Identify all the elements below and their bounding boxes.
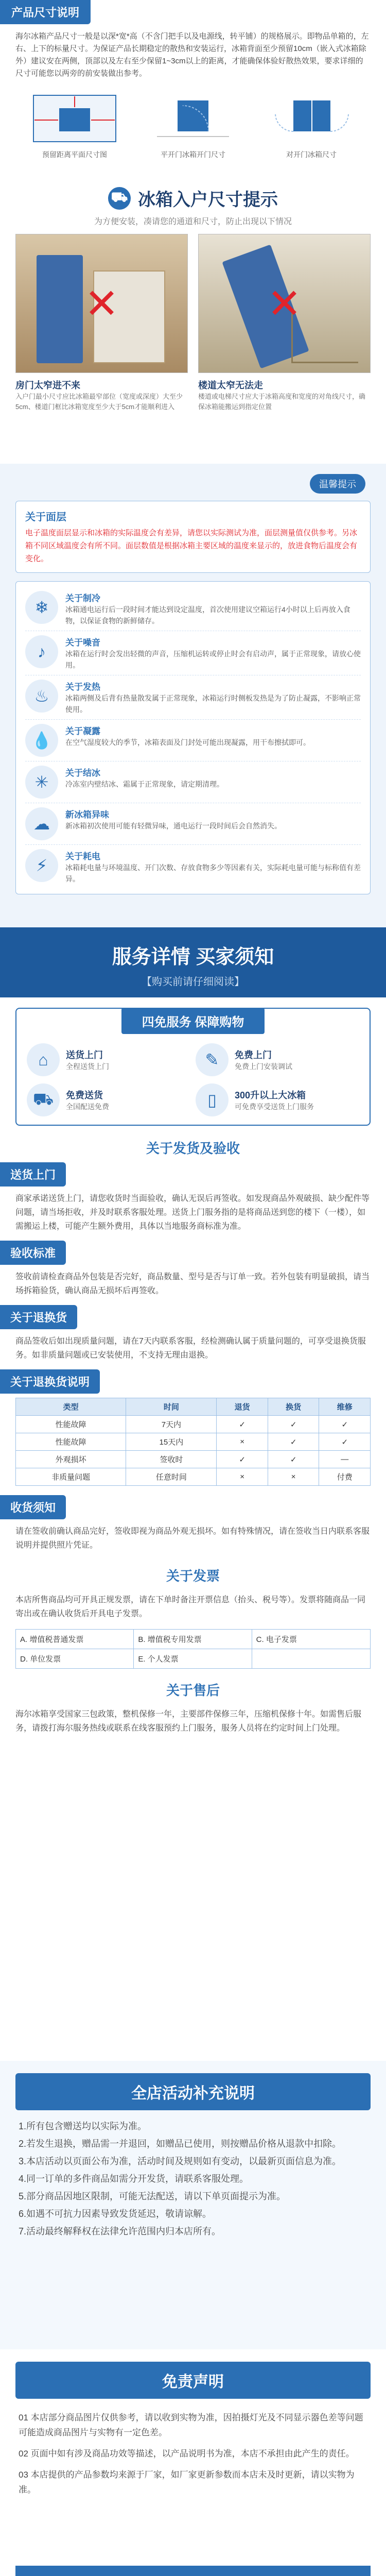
guarantee-title: 300升以上大冰箱 [235, 1090, 306, 1100]
entry-heading-text: 冰箱入户尺寸提示 [138, 190, 278, 210]
invoice-option: C. 电子发票 [252, 1630, 370, 1649]
diagram-caption-3: 对开门冰箱尺寸 [286, 150, 337, 159]
table-cell: ✓ [217, 1416, 268, 1433]
table-header-row [16, 1398, 371, 1416]
diagram-clearance [23, 90, 126, 160]
size-diagrams [0, 86, 386, 160]
invoice-option: B. 增值税专用发票 [134, 1630, 252, 1649]
deliver-text: 商家承诺送货上门，请您收货时当面验收，确认无误后再签收。如发现商品外观破损、缺少配件等问题，请当场拒收，并及时联系客服处理。送货上门服务指的是将商品送到您的楼下（一楼），如需搬运上楼，可能产生额外费用，具体以当地服务商标准为准。 [15, 1194, 370, 1231]
policy-text: 请在签收前确认商品完好，签收即视为商品外观无损坏。如有特殊情况，请在签收当日内联系客服说明并提供照片凭证。 [15, 1527, 370, 1550]
tip-item [25, 720, 361, 761]
tips-block1 [15, 501, 371, 573]
promo-title-text: 全店活动补充说明 [131, 2085, 255, 2102]
disclaimer-title: 免责声明 [162, 2374, 224, 2391]
tip-text: 冰箱在运行时会发出轻微的声音，压缩机运转或停止时会有启动声，属于正常现象，请放心使用。 [65, 650, 361, 669]
table-header-cell: 类型 [16, 1398, 126, 1416]
table-cell: × [268, 1468, 319, 1486]
truck-icon: ⛟ [108, 187, 131, 210]
list-item: 7.活动最终解释权在法律允许范围内归本店所有。 [19, 2226, 221, 2236]
tip-item [25, 845, 361, 889]
tip-text: 在空气湿度较大的季节，冰箱表面及门封处可能出现凝露，用干布擦拭即可。 [65, 738, 310, 747]
wrench-icon: ✎ [196, 1043, 229, 1076]
tip-text: 冰箱通电运行后一段时间才能达到设定温度，首次使用建议空箱运行4小时以上后再放入食物，以保证食物的新鲜储存。 [65, 605, 350, 625]
guarantee-item [196, 1083, 359, 1116]
table-cell: × [217, 1433, 268, 1451]
tip-text: 冰箱耗电量与环境温度、开门次数、存放食物多少等因素有关，实际耗电量可能与标称值有差异。 [65, 863, 361, 883]
door-photo [15, 234, 188, 373]
invoice-text: 本店所售商品均可开具正规发票，请在下单时备注开票信息（抬头、税号等）。发票将随商品一同寄出或在确认收货后开具电子发票。 [15, 1596, 366, 1618]
service-subtitle: 【购买前请仔细阅读】 [142, 976, 244, 988]
tip-text: 新冰箱初次使用可能有轻微异味，通电运行一段时间后会自然消失。 [65, 822, 282, 830]
guarantee-box [15, 1008, 371, 1126]
list-item: 4.同一订单的多件商品如需分开发货，请联系客服处理。 [19, 2174, 249, 2184]
table-cell: 15天内 [126, 1433, 217, 1451]
policy-tag: 收货须知 [0, 1495, 66, 1519]
stairs-photo [198, 234, 371, 373]
tip-item [25, 587, 361, 631]
stairs-caption-title: 楼道太窄无法走 [198, 380, 263, 391]
delivery-head: 关于发货及验收 [146, 1141, 240, 1156]
invoice-options [15, 1629, 371, 1669]
list-item: 1.所有包含赠送均以实际为准。 [19, 2121, 147, 2131]
disclaimer-item: 02 页面中如有涉及商品功效等描述，以产品说明书为准，本店不承担由此产生的责任。 [19, 2449, 355, 2459]
table-cell: 签收时 [126, 1451, 217, 1468]
return-tag: 关于退换货 [0, 1305, 77, 1329]
entry-card-door [15, 234, 188, 412]
tip-title: 新冰箱异味 [65, 810, 109, 820]
table-cell: 任意时间 [126, 1468, 217, 1486]
table-cell: — [319, 1451, 371, 1468]
diagram-double-door [260, 90, 363, 160]
entry-note: 为方便安装，凑请您的通道和尺寸，防止出现以下情况 [94, 217, 292, 226]
disclaimer-item: 01 本店部分商品图片仅供参考，请以收到实物为准，因拍摄灯光及不同显示器色差等问题可能造成商品图片与实物有一定色差。 [19, 2413, 363, 2437]
disclaimer-title-bar [15, 2362, 371, 2399]
tips-section [0, 464, 386, 927]
aftersale-head: 关于售后 [166, 1683, 220, 1698]
table-cell: ✓ [268, 1433, 319, 1451]
cross-mark-icon: ✕ [84, 280, 119, 327]
invoice-option: A. 增值税普通发票 [16, 1630, 134, 1649]
droplet-icon: 💧 [25, 724, 58, 757]
entry-section [0, 175, 386, 464]
guarantee-title: 免费上门 [235, 1050, 272, 1060]
table-cell: ✓ [319, 1416, 371, 1433]
entry-card-stairs [198, 234, 371, 412]
double-door-diagram-icon [265, 90, 358, 147]
home-delivery-icon: ⌂ [27, 1043, 60, 1076]
service-section [0, 927, 386, 2061]
list-item: 2.若发生退换，赠品需一并退回，如赠品已使用，则按赠品价格从退款中扣除。 [19, 2139, 342, 2149]
diagram-single-door [142, 90, 244, 160]
guarantee-desc: 全程送货上门 [66, 1062, 109, 1071]
odor-icon: ☁ [25, 807, 58, 840]
table-tag: 关于退换货说明 [0, 1369, 100, 1394]
table-cell: ✓ [319, 1433, 371, 1451]
table-cell: 非质量问题 [16, 1468, 126, 1486]
inspect-text: 签收前请检查商品外包装是否完好，商品数量、型号是否与订单一致。若外包装有明显破损，请当场拆箱验货，确认商品无损坏后再签收。 [15, 1273, 370, 1295]
table-row [16, 1416, 371, 1433]
table-cell: ✓ [268, 1416, 319, 1433]
guarantee-head: 四免服务 保障购物 [121, 1008, 265, 1034]
list-item: 6.如遇不可抗力因素导致发货延迟，敬请谅解。 [19, 2209, 212, 2219]
table-cell: 性能故障 [16, 1433, 126, 1451]
heat-icon: ♨ [25, 680, 58, 713]
size-section [0, 0, 386, 175]
promo-list [0, 2110, 386, 2247]
tip-title: 关于噪音 [65, 638, 100, 648]
guarantee-title: 免费送货 [66, 1090, 103, 1100]
diagram-caption-1: 预留距离平面尺寸图 [42, 150, 107, 159]
clearance-diagram-icon [28, 90, 121, 147]
inspect-tag: 验收标准 [0, 1241, 66, 1265]
guarantee-desc: 可免费享受送货上门服务 [235, 1103, 314, 1111]
door-swing-diagram-icon [147, 90, 239, 147]
return-policy-table [15, 1398, 371, 1486]
entry-heading [0, 175, 386, 211]
tip-text: 冷冻室内壁结冰、霜属于正常现象，请定期清理。 [65, 780, 224, 788]
table-header-cell: 换货 [268, 1398, 319, 1416]
table-cell: 7天内 [126, 1416, 217, 1433]
tips-block1-text: 电子温度面层显示和冰箱的实际温度会有差异，请您以实际测试为准，面层测量值仅供参考。另冰箱不同区域温度会有所不同。面层数值是根据冰箱主要区域的温度来显示的，放进食物后温度会有变化。 [25, 529, 358, 563]
disclaimer-item: 03 本店提供的产品参数均来源于厂家，如厂家更新参数而本店未及时更新，请以实物为准。 [19, 2470, 355, 2495]
size-tab-label: 产品尺寸说明 [0, 0, 91, 24]
table-cell: ✓ [268, 1451, 319, 1468]
invoice-head: 关于发票 [166, 1568, 220, 1584]
aftersale-text: 海尔冰箱享受国家三包政策，整机保修一年，主要部件保修三年，压缩机保修十年。如需售后服务，请拨打海尔服务热线或联系在线客服预约上门服务，服务人员将在约定时间上门处理。 [15, 1710, 362, 1733]
service-header [0, 927, 386, 997]
tip-item [25, 675, 361, 720]
stairs-caption-desc: 楼道或电梯尺寸应大于冰箱高度和宽度的对角线尺寸，确保冰箱能搬运到指定位置 [198, 393, 366, 411]
tip-title: 关于制冷 [65, 594, 100, 603]
tip-item [25, 761, 361, 803]
service-title: 服务详情 买家须知 [112, 946, 274, 968]
tip-item [25, 803, 361, 845]
tip-title: 关于发热 [65, 682, 100, 692]
door-caption-title: 房门太窄进不来 [15, 380, 80, 391]
disclaimer-list [0, 2399, 386, 2509]
table-cell: 性能故障 [16, 1416, 126, 1433]
promo-section [0, 2061, 386, 2349]
guarantee-desc: 全国配送免费 [66, 1103, 109, 1111]
diagram-caption-2: 平开门冰箱开门尺寸 [161, 150, 225, 159]
truck-icon-2: ⛟ [27, 1083, 60, 1116]
table-header-cell: 维修 [319, 1398, 371, 1416]
snowflake-icon: ❄ [25, 591, 58, 624]
disclaimer-section [0, 2349, 386, 2566]
table-header-cell: 退货 [217, 1398, 268, 1416]
ice-icon: ✳ [25, 766, 58, 799]
guarantee-title: 送货上门 [66, 1050, 103, 1060]
tip-item [25, 631, 361, 675]
table-row [16, 1451, 371, 1468]
entry-photos [0, 234, 386, 412]
invoice-option: D. 单位发票 [16, 1649, 134, 1668]
tips-block1-title: 关于面层 [25, 512, 66, 523]
cross-mark-icon-2: ✕ [267, 280, 302, 327]
size-intro: 海尔冰箱产品尺寸一般是以深*宽*高（不含门把手以及电源线，转平铺）的规格展示。即物品单箱的，左右、上下的标量尺寸。为保证产品长期稳定的散热和安装运行，冰箱背面至少预留10cm（嵌入式冰箱除外）建议安在两侧，顶部以及左右至少保留1~3cm以上的距离，才能确保体验好散热效果，要求详细的尺寸可能您以两旁的前安装做出参考。 [15, 32, 369, 78]
tips-list [15, 581, 371, 894]
door-caption-desc: 入户门最小尺寸应比冰箱最窄部位（宽度或深度）大至少5cm、楼道门框比冰箱宽度至少大于5cm才能顺利进入 [15, 393, 183, 411]
table-cell: 付费 [319, 1468, 371, 1486]
table-cell: × [217, 1468, 268, 1486]
shopping-section [0, 2566, 386, 2576]
fridge-icon: ▯ [196, 1083, 229, 1116]
table-row [16, 1468, 371, 1486]
guarantee-item [27, 1083, 190, 1116]
tip-title: 关于结冰 [65, 768, 100, 778]
table-row [16, 1433, 371, 1451]
power-icon: ⚡ [25, 849, 58, 882]
guarantee-item [196, 1043, 359, 1076]
tip-title: 关于耗电 [65, 852, 100, 861]
table-cell: ✓ [217, 1451, 268, 1468]
guarantee-grid [16, 1034, 370, 1116]
guarantee-item [27, 1043, 190, 1076]
deliver-tag: 送货上门 [0, 1162, 66, 1187]
table-cell: 外观损坏 [16, 1451, 126, 1468]
sound-icon: ♪ [25, 635, 58, 668]
guarantee-desc: 免费上门安装调试 [235, 1062, 292, 1071]
tip-title: 关于凝露 [65, 726, 100, 736]
table-header-cell: 时间 [126, 1398, 217, 1416]
list-item: 3.本店活动以页面公布为准，活动时间及规则如有变动，以最新页面信息为准。 [19, 2156, 342, 2166]
promo-title [15, 2073, 371, 2110]
list-item: 5.部分商品因地区限制，可能无法配送，请以下单页面提示为准。 [19, 2191, 286, 2201]
tips-tag: 温馨提示 [310, 474, 365, 494]
invoice-option: E. 个人发票 [134, 1649, 252, 1668]
shopping-header [15, 2566, 371, 2576]
tip-text: 冰箱两侧及后背有热量散发属于正常现象，冰箱运行时侧板发热是为了防止凝露，不影响正常使用。 [65, 694, 361, 714]
return-text: 商品签收后如出现质量问题，请在7天内联系客服，经检测确认属于质量问题的，可享受退换货服务。如非质量问题或已安装使用，不支持无理由退换。 [15, 1337, 366, 1360]
